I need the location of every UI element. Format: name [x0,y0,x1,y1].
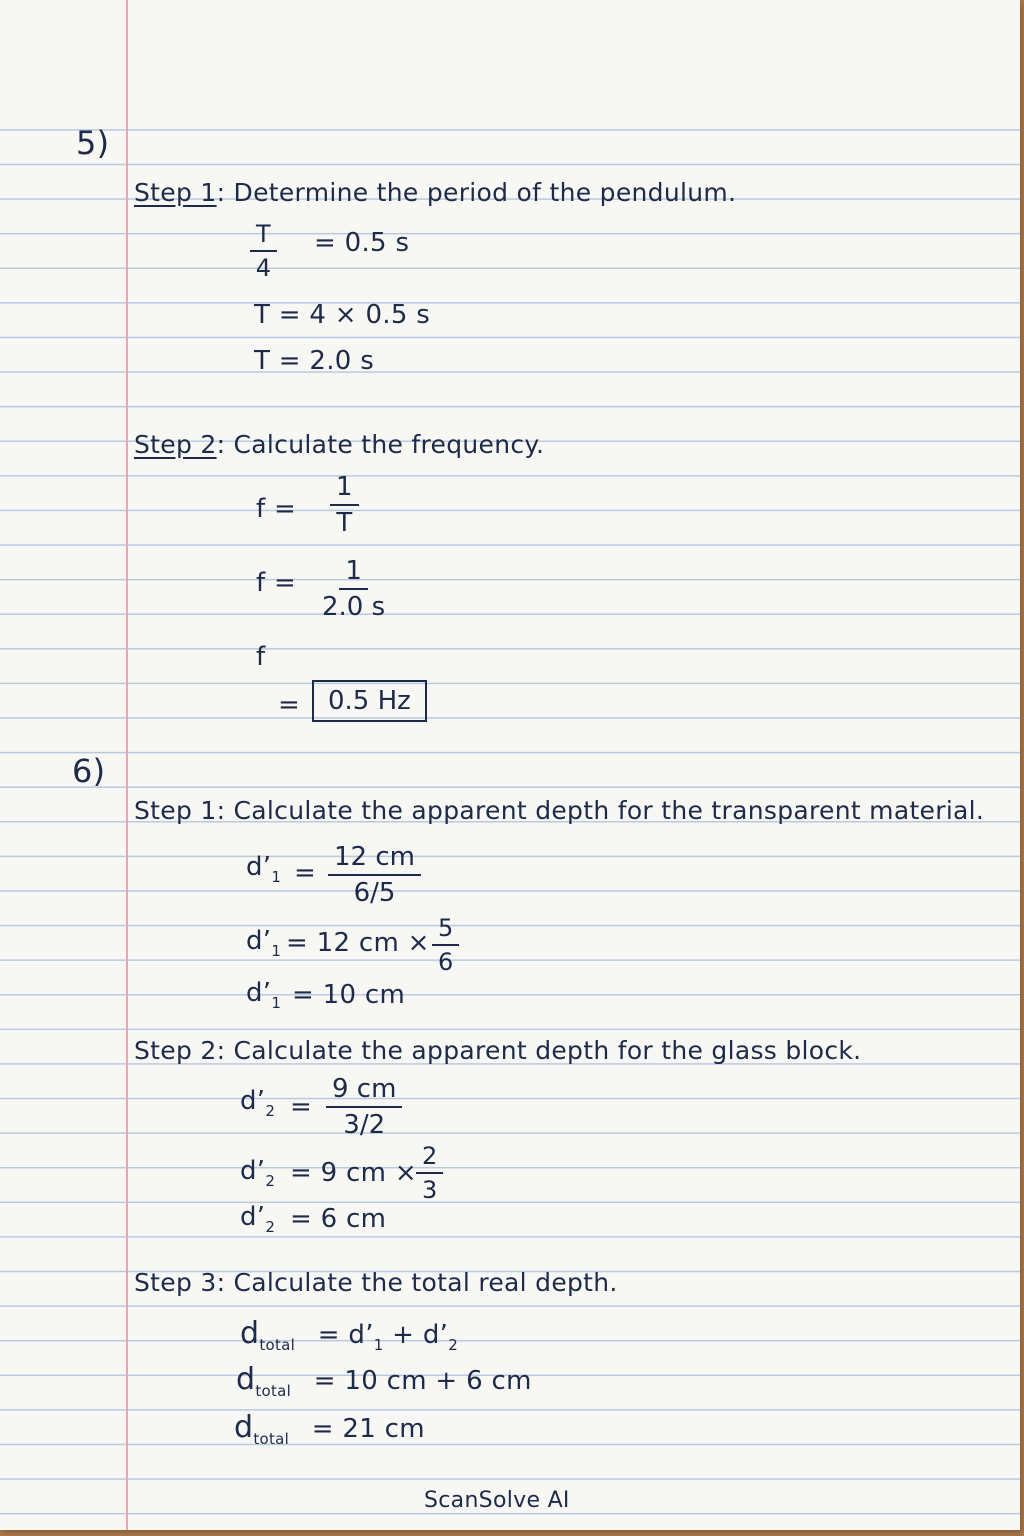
p5-s2-line3-eq: = [278,690,301,720]
p6-s1-l1-num: 12 cm [328,842,421,876]
p6-step3-label: Step 3 [134,1268,217,1297]
p6-s2-line2-rhs: = 9 cm × [290,1158,417,1188]
p5-s2-line2-lhs: f = [256,568,297,598]
p6-s2-line2-lhs: $d’_2$ [240,1156,276,1190]
p5-s2-line3-lhs: f [256,642,266,672]
p6-step2-heading [134,1036,861,1065]
p5-s1-line1-rhs: = 0.5 s [314,228,410,258]
p5-s2-l1-den: T [336,508,353,538]
p6-s1-line1-lhs: $d’_1$ [246,852,282,886]
p6-s2-line1-eq: = [290,1092,313,1122]
p6-s3-line2: $d_{total} = 10$ cm + 6 cm [236,1362,532,1400]
p6-step2-label: Step 2 [134,1036,217,1065]
p6-s2-line3-lhs: $d’_2$ [240,1202,276,1236]
p6-s1-l2-num: 5 [432,914,459,946]
p5-s2-l1-num: 1 [330,472,359,506]
p5-s1-fraction [250,220,277,282]
p6-s2-line3-rhs: = 6 cm [290,1204,387,1234]
p6-s1-line2-fraction [432,914,459,976]
p5-step2-heading [134,430,544,459]
p6-s1-line2-lhs: $d’_1$ [246,926,282,960]
p5-s1-line2: T = 4 × 0.5 s [254,300,431,330]
problem-number-6: 6) [72,752,106,790]
p5-step1-label: Step 1 [134,178,217,207]
p6-s3-line3: $d_{total} = 21$ cm [234,1410,425,1448]
p6-s1-line1-eq: = [294,858,317,888]
p6-s1-line1-fraction [328,842,421,908]
p6-s2-l2-num: 2 [416,1142,443,1174]
footer-watermark: ScanSolve AI [424,1488,570,1513]
p6-s1-line3-lhs: $d’_1$ [246,978,282,1012]
p6-s2-line1-fraction [326,1074,402,1140]
p5-s2-l2-den: 2.0 s [322,592,386,622]
p5-step1-text: : Determine the period of the pendulum. [216,178,737,207]
p5-s1-line3: T = 2.0 s [254,346,375,376]
p6-s1-l1-den: 6/5 [353,878,396,908]
p5-step1-heading [134,178,736,207]
p5-step2-text: : Calculate the frequency. [216,430,545,459]
p5-s2-line1-lhs: f = [256,494,297,524]
p6-s3-line1: $d_{total}$ = $d’_1$ + $d’_2$ [240,1316,459,1354]
p6-s2-l1-num: 9 cm [326,1074,402,1108]
p6-step1-heading [134,796,984,825]
p6-step1-label: Step 1 [134,796,217,825]
p5-s1-frac-num: T [250,220,277,252]
p5-s2-line2-fraction [322,556,385,622]
p6-step3-heading [134,1268,618,1297]
p6-s1-line2-rhs: = 12 cm × [286,928,430,958]
p5-answer-box: 0.5 Hz [312,680,427,722]
p6-s1-l2-den: 6 [438,948,454,976]
p5-s2-line1-fraction [330,472,359,538]
p6-s2-line1-lhs: $d’_2$ [240,1086,276,1120]
p6-s1-line3-rhs: = 10 cm [292,980,406,1010]
p6-step1-text: : Calculate the apparent depth for the transparent material. [216,796,985,825]
p6-s2-line2-fraction [416,1142,443,1204]
p6-s2-l1-den: 3/2 [343,1110,386,1140]
p6-step3-text: : Calculate the total real depth. [216,1268,618,1297]
p6-step2-text: : Calculate the apparent depth for the glass block. [216,1036,862,1065]
p5-s1-frac-den: 4 [255,254,271,282]
p6-s2-l2-den: 3 [422,1176,438,1204]
problem-number-5: 5) [76,124,110,162]
p5-step2-label: Step 2 [134,430,217,459]
p5-s2-l2-num: 1 [339,556,368,590]
margin-line [126,0,128,1530]
